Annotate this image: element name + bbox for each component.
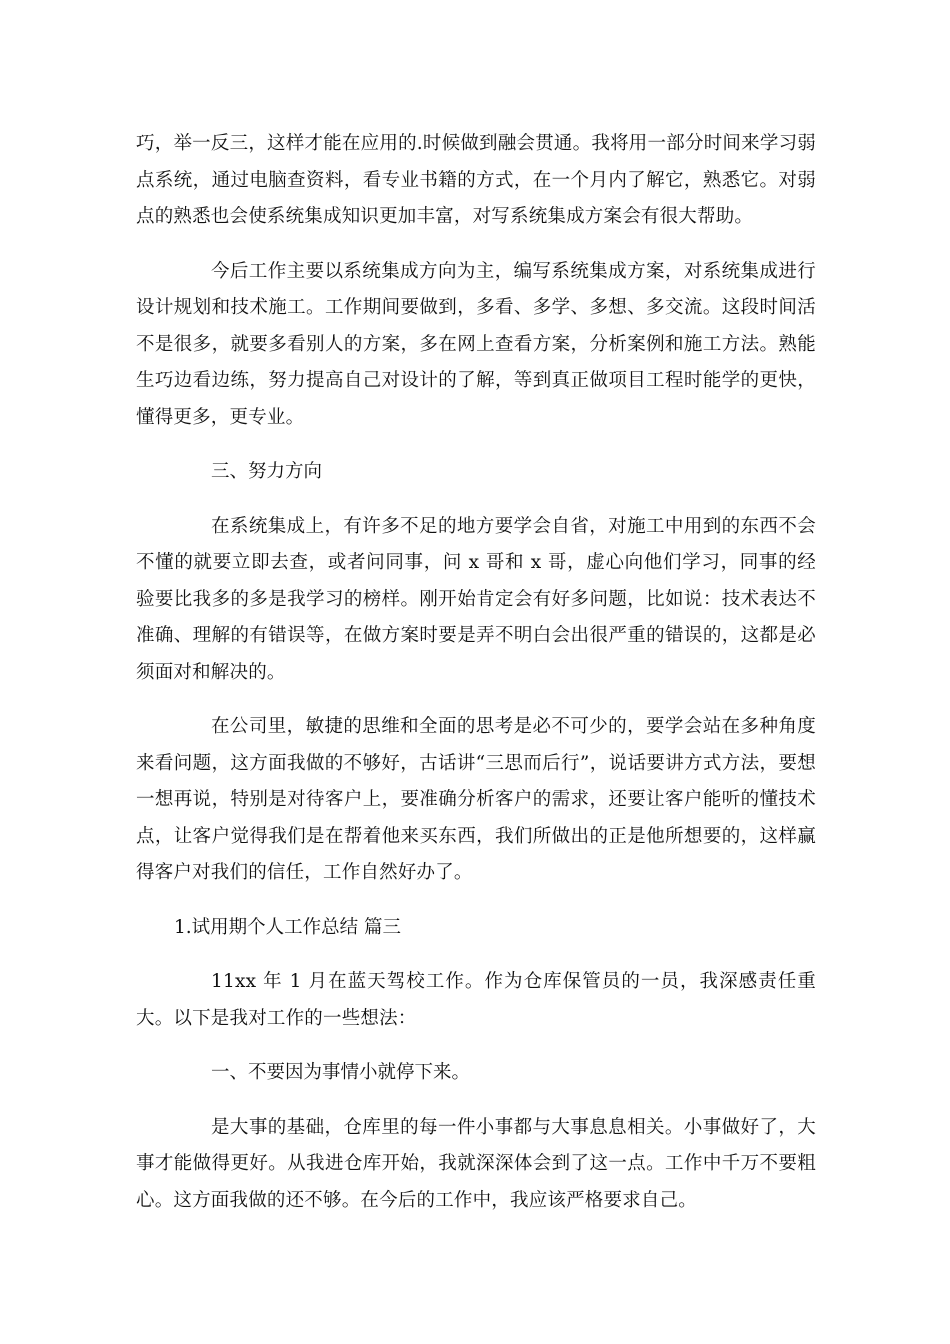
paragraph-self-reflection: 在系统集成上，有许多不足的地方要学会自省，对施工中用到的东西不会不懂的就要立即去查，或者问同事，问 x 哥和 x 哥，虚心向他们学习，同事的经验要比我多的多是我学习的榜样。刚开始肯定会有好多问题，比如说：技术表达不准确、理解的有错误等，在做方案时要是弄不明白会出很严重的错误的，这都是必须面对和解决的。 xyxy=(136,515,816,683)
article-title-part-three: 1.试用期个人工作总结 篇三 xyxy=(174,916,402,938)
document-body xyxy=(136,126,816,1237)
paragraph-thinking: 在公司里，敏捷的思维和全面的思考是必不可少的，要学会站在多种角度来看问题，这方面我做的不够好，古话讲“三思而后行”，说话要讲方式方法，要想一想再说，特别是对待客户上，要准确分析客户的需求，还要让客户能听的懂技术点，让客户觉得我们是在帮着他来买东西，我们所做出的正是他所想要的，这样赢得客户对我们的信任，工作自然好办了。 xyxy=(136,716,816,883)
paragraph-future-work: 今后工作主要以系统集成方向为主，编写系统集成方案，对系统集成进行设计规划和技术施工。工作期间要做到，多看、多学、多想、多交流。这段时间活不是很多，就要多看别人的方案，多在网上查看方案，分析案例和施工方法。熟能生巧边看边练，努力提高自己对设计的了解，等到真正做项目工程时能学的更快，懂得更多，更专业。 xyxy=(136,260,816,428)
paragraph-continued: 巧，举一反三，这样才能在应用的.时候做到融会贯通。我将用一部分时间来学习弱点系统，通过电脑查资料，看专业书籍的方式，在一个月内了解它，熟悉它。对弱点的熟悉也会使系统集成知识更加丰富，对写系统集成方案会有很大帮助。 xyxy=(136,133,816,227)
section-heading-direction: 三、努力方向 xyxy=(211,461,323,482)
paragraph-intro: 11xx 年 1 月在蓝天驾校工作。作为仓库保管员的一员，我深感责任重大。以下是我对工作的一些想法： xyxy=(136,971,816,1029)
section-heading-small-things: 一、不要因为事情小就停下来。 xyxy=(211,1062,471,1083)
paragraph-small-things: 是大事的基础，仓库里的每一件小事都与大事息息相关。小事做好了，大事才能做得更好。从我进仓库开始，我就深深体会到了这一点。工作中千万不要粗心。这方面我做的还不够。在今后的工作中，我应该严格要求自己。 xyxy=(136,1116,816,1211)
